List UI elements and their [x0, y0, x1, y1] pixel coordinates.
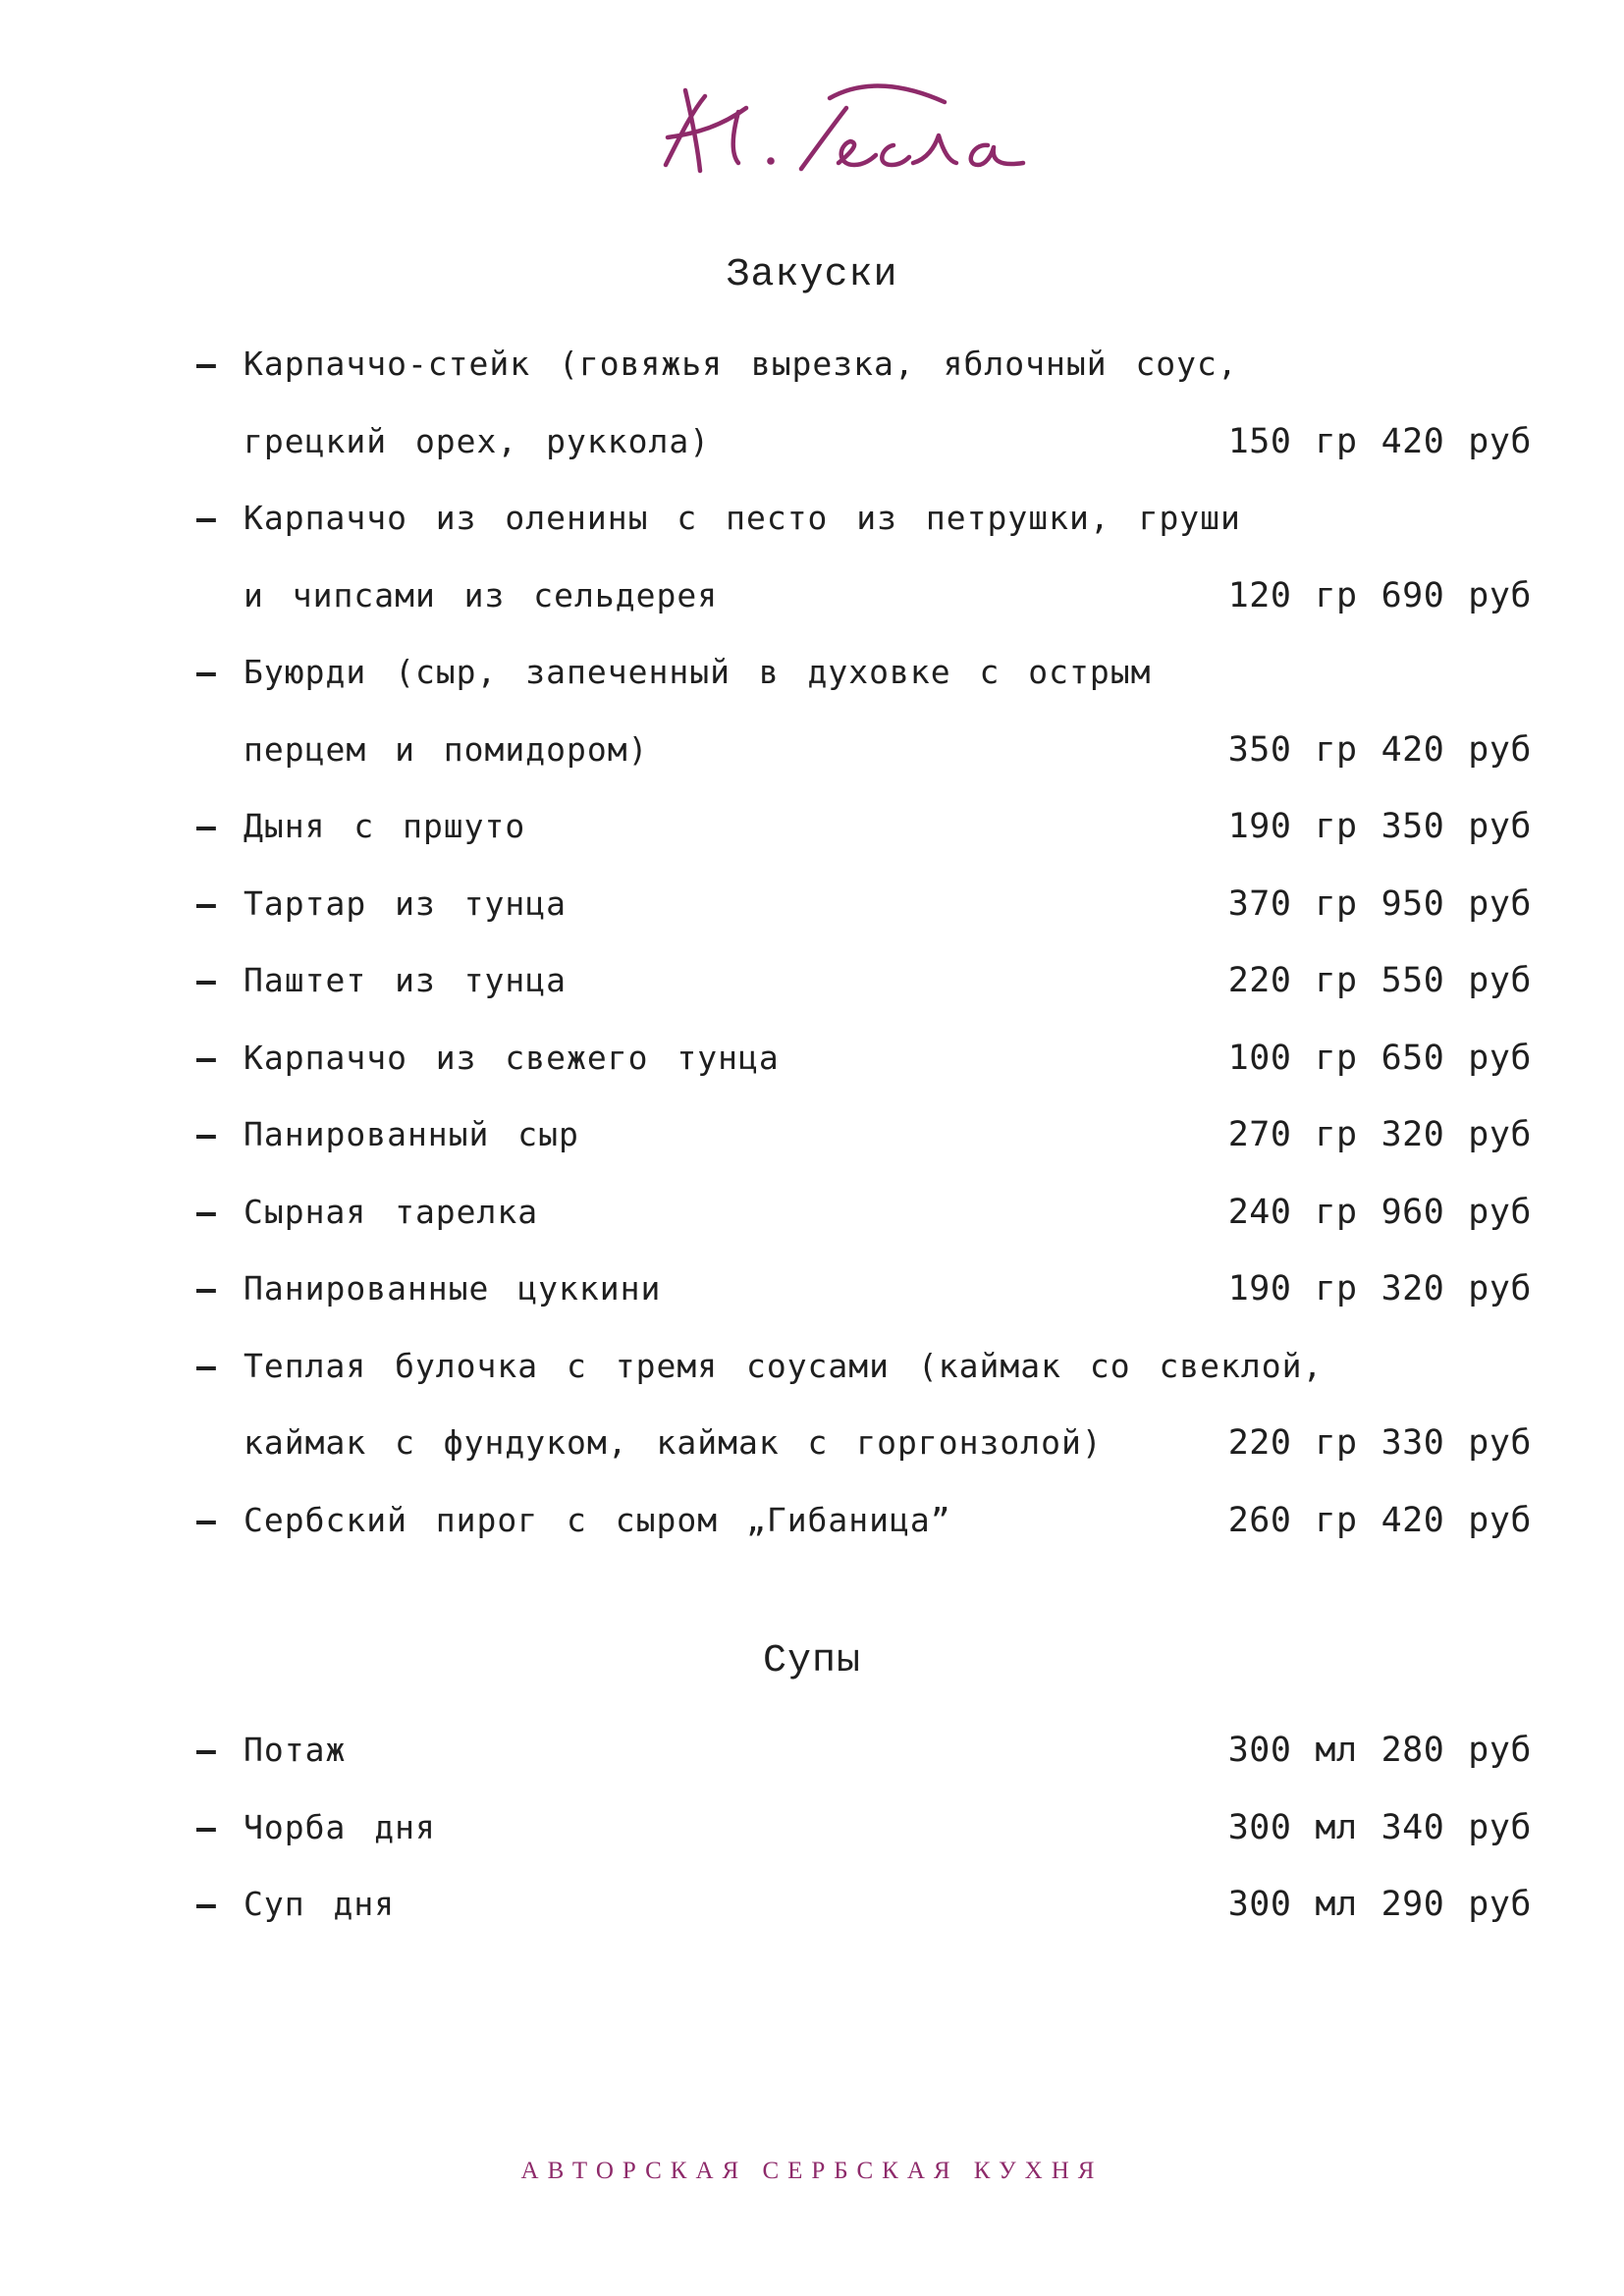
item-weight: 190	[1227, 807, 1292, 846]
item-weight-unit: гр	[1315, 883, 1358, 924]
item-currency: руб	[1468, 729, 1532, 770]
bullet-dash: –	[196, 345, 216, 383]
menu-item-meta	[1228, 1482, 1532, 1560]
item-currency: руб	[1468, 807, 1532, 846]
item-currency: руб	[1468, 961, 1532, 1000]
menu-item-line	[196, 866, 1532, 943]
menu-item	[196, 1096, 1532, 1174]
menu-item-name: Паштет из тунца	[244, 961, 568, 999]
menu-item-line	[196, 1405, 1532, 1482]
item-weight-unit: гр	[1315, 1115, 1358, 1154]
menu-item-name: Карпаччо-стейк (говяжья вырезка, яблочный соус,	[244, 345, 1238, 383]
item-weight: 350	[1227, 729, 1292, 770]
menu-item-meta	[1228, 1020, 1532, 1097]
item-price: 280	[1380, 1731, 1445, 1770]
menu-item	[196, 942, 1532, 1020]
item-weight-unit: гр	[1315, 1500, 1358, 1540]
item-weight-unit: мл	[1315, 1731, 1358, 1770]
item-weight-unit: гр	[1315, 1423, 1358, 1463]
menu-item-meta	[1228, 1866, 1532, 1944]
bullet-dash: –	[196, 653, 216, 691]
item-price: 550	[1380, 961, 1445, 1000]
item-price: 420	[1380, 729, 1445, 770]
menu-list-zakuski	[196, 326, 1532, 1559]
menu-item-line	[196, 788, 1532, 866]
item-currency: руб	[1468, 575, 1532, 615]
menu-item	[196, 326, 1532, 480]
item-weight: 300	[1227, 1885, 1292, 1924]
item-weight: 220	[1227, 961, 1292, 1000]
menu-item-name: Буюрди (сыр, запеченный в духовке с острым	[244, 653, 1152, 691]
menu-item-meta	[1228, 1789, 1532, 1867]
bullet-dash: –	[196, 807, 216, 845]
item-weight-unit: гр	[1315, 729, 1358, 770]
menu-item-meta	[1228, 712, 1532, 789]
item-weight: 260	[1227, 1500, 1292, 1540]
menu-item	[196, 1482, 1532, 1560]
item-price: 950	[1380, 883, 1445, 924]
item-price: 340	[1380, 1807, 1445, 1847]
item-currency: руб	[1468, 1731, 1532, 1770]
menu-item	[196, 788, 1532, 866]
menu-item-meta	[1228, 866, 1532, 943]
menu-list-supy	[196, 1712, 1532, 1944]
item-weight-unit: гр	[1315, 1269, 1358, 1308]
menu-item-line	[196, 634, 1532, 712]
menu-item-name: и чипсами из сельдерея	[244, 575, 719, 614]
item-price: 330	[1380, 1423, 1445, 1463]
menu-item-line	[196, 712, 1532, 789]
menu-item-line	[196, 1712, 1532, 1789]
item-weight: 270	[1227, 1115, 1292, 1154]
menu-item-name: каймак с фундуком, каймак с горгонзолой)	[244, 1423, 1103, 1462]
menu-item-name: грецкий орех, руккола)	[244, 421, 711, 460]
item-price: 320	[1380, 1115, 1445, 1154]
menu-item-name: Чорба дня	[244, 1807, 436, 1846]
bullet-dash: –	[196, 1115, 216, 1153]
bullet-dash: –	[196, 1807, 216, 1846]
menu-item-meta	[1228, 1251, 1532, 1328]
menu-item-name: Суп дня	[244, 1885, 396, 1923]
brand-logo	[628, 69, 1060, 206]
menu-item-name: Сырная тарелка	[244, 1192, 539, 1231]
menu-item-meta	[1228, 558, 1532, 635]
item-price: 420	[1380, 1500, 1445, 1540]
menu-item-line	[196, 403, 1532, 481]
item-currency: руб	[1468, 1885, 1532, 1924]
bullet-dash: –	[196, 1269, 216, 1308]
item-currency: руб	[1468, 1038, 1532, 1078]
item-price: 420	[1380, 421, 1445, 461]
item-weight-unit: гр	[1315, 1038, 1358, 1078]
item-weight-unit: мл	[1315, 1807, 1358, 1847]
item-weight-unit: мл	[1315, 1885, 1358, 1924]
menu-item	[196, 866, 1532, 943]
menu-item-name: Карпаччо из оленины с песто из петрушки, груши	[244, 499, 1241, 537]
menu-item-meta	[1228, 1096, 1532, 1174]
item-currency: руб	[1468, 1115, 1532, 1154]
bullet-dash: –	[196, 1038, 216, 1077]
menu-item-line	[196, 1020, 1532, 1097]
menu-item-meta	[1228, 788, 1532, 866]
item-currency: руб	[1468, 1192, 1532, 1232]
menu-item-meta	[1228, 403, 1532, 481]
item-weight-unit: гр	[1315, 961, 1358, 1000]
item-currency: руб	[1468, 1423, 1532, 1463]
item-weight: 370	[1227, 883, 1292, 924]
menu-item	[196, 1789, 1532, 1867]
item-weight-unit: гр	[1315, 575, 1358, 615]
item-price: 320	[1380, 1269, 1445, 1308]
item-weight: 300	[1227, 1731, 1292, 1770]
menu-item	[196, 1020, 1532, 1097]
footer-tagline: АВТОРСКАЯ СЕРБСКАЯ КУХНЯ	[520, 2158, 1104, 2184]
item-price: 650	[1380, 1038, 1445, 1078]
menu-item-line	[196, 1174, 1532, 1252]
item-weight-unit: гр	[1315, 421, 1358, 461]
item-weight: 300	[1227, 1807, 1292, 1847]
menu-item-line	[196, 1482, 1532, 1560]
menu-item-name: Потаж	[244, 1731, 347, 1769]
menu-item-name: Панированные цуккини	[244, 1269, 662, 1308]
bullet-dash: –	[196, 1346, 216, 1385]
menu-item-line	[196, 1866, 1532, 1944]
menu-item-name: Сербский пирог с сыром „Гибаница”	[244, 1500, 951, 1539]
item-weight: 240	[1227, 1192, 1292, 1232]
menu-item-name: Тартар из тунца	[244, 883, 568, 923]
item-price: 690	[1380, 575, 1445, 615]
menu-item	[196, 1866, 1532, 1944]
bullet-dash: –	[196, 1885, 216, 1923]
menu-item-name: Теплая булочка с тремя соусами (каймак со свеклой,	[244, 1346, 1324, 1385]
menu-item-line	[196, 1251, 1532, 1328]
item-weight: 100	[1227, 1038, 1292, 1078]
menu-item	[196, 480, 1532, 634]
menu-item-line	[196, 326, 1532, 403]
item-currency: руб	[1468, 883, 1532, 924]
menu-item	[196, 1174, 1532, 1252]
menu-item	[196, 1712, 1532, 1789]
bullet-dash: –	[196, 1731, 216, 1769]
menu-item-line	[196, 1789, 1532, 1867]
menu-item	[196, 1251, 1532, 1328]
menu-item-meta	[1228, 1174, 1532, 1252]
menu-item-meta	[1228, 942, 1532, 1020]
bullet-dash: –	[196, 1500, 216, 1539]
item-weight: 120	[1227, 575, 1292, 615]
bullet-dash: –	[196, 1192, 216, 1231]
menu-item-meta	[1228, 1405, 1532, 1482]
item-weight: 150	[1227, 421, 1292, 461]
menu-item-name: перцем и помидором)	[244, 729, 649, 769]
bullet-dash: –	[196, 499, 216, 537]
item-weight: 190	[1227, 1269, 1292, 1308]
menu-item-line	[196, 558, 1532, 635]
item-price: 350	[1380, 807, 1445, 846]
menu-item	[196, 1328, 1532, 1482]
section-title-supy: Супы	[762, 1639, 861, 1683]
menu-item-name: Панированный сыр	[244, 1115, 579, 1153]
bullet-dash: –	[196, 961, 216, 999]
bullet-dash: –	[196, 883, 216, 923]
menu-item-line	[196, 1328, 1532, 1406]
menu-item-name: Дыня с пршуто	[244, 807, 526, 845]
item-price: 290	[1380, 1885, 1445, 1924]
section-title-zakuski: Закуски	[726, 253, 898, 297]
menu-item	[196, 634, 1532, 788]
item-weight-unit: гр	[1315, 807, 1358, 846]
menu-item-line	[196, 1096, 1532, 1174]
item-currency: руб	[1468, 1269, 1532, 1308]
item-currency: руб	[1468, 1500, 1532, 1540]
item-weight: 220	[1227, 1423, 1292, 1463]
item-weight-unit: гр	[1315, 1192, 1358, 1232]
menu-item-line	[196, 942, 1532, 1020]
item-currency: руб	[1468, 421, 1532, 461]
item-price: 960	[1380, 1192, 1445, 1232]
menu-item-meta	[1228, 1712, 1532, 1789]
item-currency: руб	[1468, 1807, 1532, 1847]
menu-item-name: Карпаччо из свежего тунца	[244, 1038, 780, 1077]
menu-item-line	[196, 480, 1532, 558]
